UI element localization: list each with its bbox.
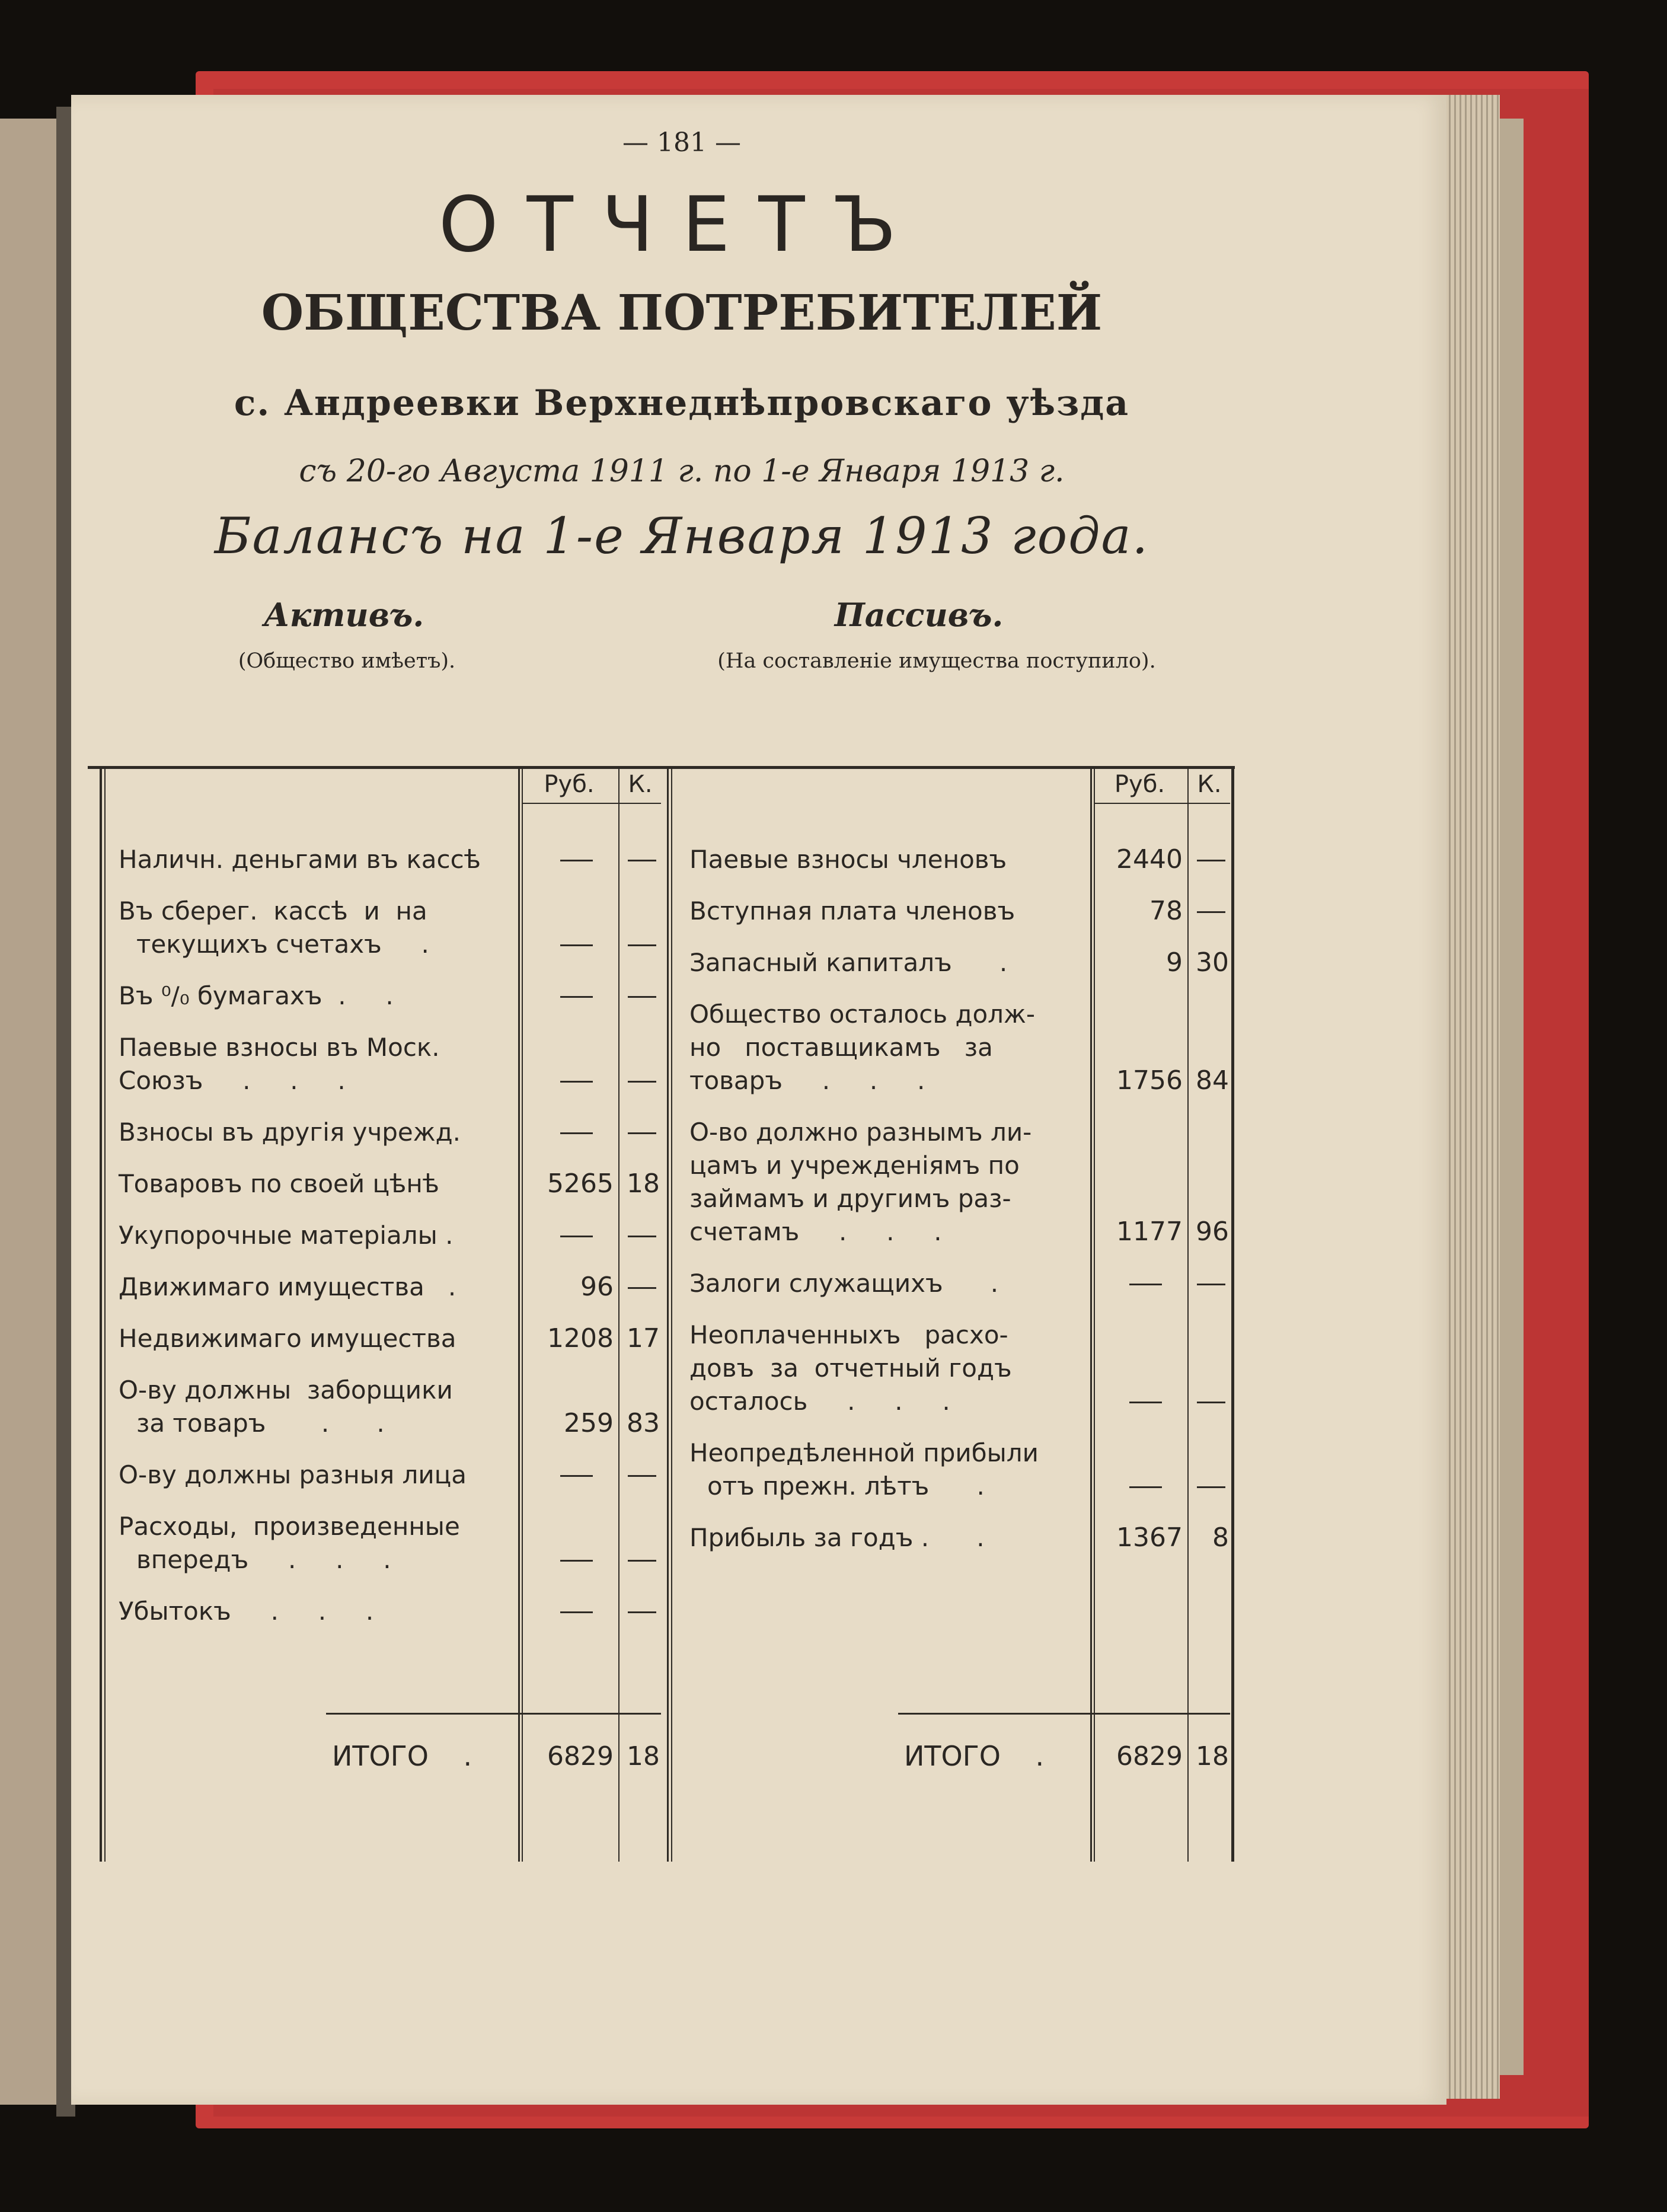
aktiv-row-label: Убытокъ . . . [119, 1597, 374, 1626]
aktiv-row-label: Паевые взносы въ Моск. [119, 1033, 440, 1062]
aktiv-row-label: текущихъ счетахъ . [136, 930, 429, 959]
passiv-row-rub [1129, 1474, 1162, 1505]
passiv-col-kop-header: К. [1197, 771, 1222, 798]
passiv-heading: Пассивъ. [834, 596, 1004, 634]
passiv-row-rub [1129, 1390, 1162, 1420]
passiv-rub-rule-a [1090, 766, 1092, 1862]
passiv-row-kop: 84 [1196, 1065, 1229, 1096]
aktiv-total-rub: 6829 [547, 1741, 614, 1771]
passiv-row-label: Запасный капиталъ . [689, 948, 1008, 977]
aktiv-total-label: ИТОГО . [332, 1740, 472, 1772]
passiv-row-label: Неопредѣленной прибыли [689, 1438, 1039, 1467]
aktiv-row-rub [560, 1548, 593, 1578]
aktiv-row-rub [560, 1069, 593, 1099]
aktiv-col-rub-header: Руб. [544, 771, 595, 798]
report-location: с. Андреевки Верхнеднѣпровскаго уѣзда [234, 382, 1130, 424]
report-period: съ 20-го Августа 1911 г. по 1-е Января 1913 г. [299, 454, 1065, 489]
passiv-row-kop [1197, 1272, 1225, 1302]
passiv-row-label: цамъ и учрежденіямъ по [689, 1151, 1020, 1180]
aktiv-row-kop [628, 1069, 656, 1099]
aktiv-row-kop [628, 1463, 656, 1493]
passiv-total-label: ИТОГО . [904, 1740, 1045, 1772]
passiv-row-rub: 1367 [1116, 1522, 1183, 1553]
aktiv-row-label: Наличн. деньгами въ кассѣ [119, 845, 481, 874]
aktiv-row-label: О-ву должны разныя лица [119, 1460, 467, 1489]
aktiv-row-rub [560, 1463, 593, 1493]
aktiv-row-rub [560, 984, 593, 1014]
aktiv-heading: Активъ. [263, 596, 424, 634]
aktiv-row-label: Товаровъ по своей цѣнѣ [119, 1169, 439, 1198]
passiv-total-rule [898, 1713, 1230, 1715]
passiv-row-rub [1129, 1272, 1162, 1302]
passiv-row-kop [1197, 899, 1225, 930]
passiv-subheading: (На составленіе имущества поступило). [717, 649, 1156, 673]
aktiv-row-kop: 83 [627, 1408, 660, 1438]
passiv-row-kop: 96 [1196, 1217, 1229, 1247]
report-title: ОТЧЕТЪ [438, 181, 925, 269]
passiv-row-label: счетамъ . . . [689, 1217, 942, 1246]
passiv-row-label: Неоплаченныхъ расхо- [689, 1320, 1008, 1349]
passiv-row-label: Общество осталось долж- [689, 1000, 1036, 1029]
passiv-row-rub: 2440 [1116, 844, 1183, 874]
passiv-row-label: отъ прежн. лѣтъ . [707, 1472, 985, 1501]
aktiv-row-rub [560, 1121, 593, 1151]
aktiv-total-rule [326, 1713, 661, 1715]
report-subtitle: ОБЩЕСТВА ПОТРЕБИТЕЛЕЙ [261, 285, 1103, 341]
passiv-row-label: Прибыль за годъ . . [689, 1523, 985, 1552]
passiv-row-label: Вступная плата членовъ [689, 896, 1015, 925]
aktiv-col-kop-header: К. [628, 771, 653, 798]
table-left-border-2 [104, 766, 106, 1862]
passiv-row-kop [1197, 1474, 1225, 1505]
aktiv-row-kop [628, 1600, 656, 1630]
aktiv-row-rub: 1208 [547, 1323, 614, 1354]
passiv-row-rub: 1177 [1116, 1217, 1183, 1247]
aktiv-row-label: Взносы въ другія учрежд. [119, 1118, 461, 1147]
passiv-kop-rule [1187, 766, 1189, 1862]
passiv-row-kop: 30 [1196, 947, 1229, 978]
aktiv-row-rub [560, 933, 593, 963]
aktiv-row-label: О-ву должны заборщики [119, 1375, 453, 1405]
passiv-row-label: займамъ и другимъ раз- [689, 1184, 1011, 1213]
passiv-row-kop: 8 [1212, 1522, 1229, 1553]
passiv-row-rub: 1756 [1116, 1065, 1183, 1096]
aktiv-row-kop [628, 1548, 656, 1578]
aktiv-row-label: Недвижимаго имущества [119, 1324, 456, 1353]
aktiv-row-kop [628, 1275, 656, 1306]
aktiv-row-label: Движимаго имущества . [119, 1272, 456, 1301]
table-right-border [1231, 766, 1234, 1862]
passiv-header-underline [1094, 803, 1230, 804]
page-edges-back [1500, 119, 1524, 2075]
aktiv-row-label: Въ ⁰/₀ бумагахъ . . [119, 981, 394, 1010]
table-left-border [100, 766, 102, 1862]
passiv-row-rub: 9 [1166, 947, 1183, 978]
aktiv-header-underline [522, 803, 661, 804]
passiv-row-label: Залоги служащихъ . [689, 1269, 999, 1298]
balance-title: Балансъ на 1-е Января 1913 года. [214, 507, 1149, 565]
aktiv-row-rub [560, 1224, 593, 1254]
passiv-row-rub: 78 [1149, 896, 1183, 926]
passiv-row-label: товаръ . . . [689, 1066, 925, 1095]
table-center-divider-2 [671, 766, 672, 1862]
aktiv-row-rub: 259 [564, 1408, 614, 1438]
aktiv-row-label: Расходы, произведенные [119, 1512, 460, 1541]
aktiv-row-rub [560, 1600, 593, 1630]
aktiv-row-rub [560, 848, 593, 878]
passiv-total-rub: 6829 [1116, 1741, 1183, 1771]
passiv-row-kop [1197, 1390, 1225, 1420]
passiv-row-kop [1197, 848, 1225, 878]
passiv-col-rub-header: Руб. [1114, 771, 1165, 798]
passiv-row-label: Паевые взносы членовъ [689, 845, 1007, 874]
aktiv-row-rub: 5265 [547, 1169, 614, 1199]
aktiv-row-label: впередъ . . . [136, 1545, 391, 1574]
aktiv-row-label: Укупорочные матеріалы . [119, 1221, 454, 1250]
passiv-rub-rule-b [1094, 766, 1095, 1862]
aktiv-subheading: (Общество имѣетъ). [238, 649, 456, 673]
aktiv-row-rub: 96 [580, 1272, 614, 1302]
aktiv-total-kop: 18 [627, 1741, 660, 1771]
aktiv-row-label: Въ сберег. кассѣ и на [119, 896, 427, 925]
aktiv-row-kop [628, 848, 656, 878]
passiv-row-label: осталось . . . [689, 1387, 950, 1416]
aktiv-row-kop [628, 1121, 656, 1151]
aktiv-row-kop: 17 [627, 1323, 660, 1354]
aktiv-row-label: за товаръ . . [136, 1409, 385, 1438]
passiv-row-label: О-во должно разнымъ ли- [689, 1118, 1032, 1147]
passiv-total-kop: 18 [1196, 1741, 1229, 1771]
aktiv-row-kop [628, 933, 656, 963]
table-top-rule [88, 766, 1235, 769]
passiv-row-label: довъ за отчетный годъ [689, 1354, 1012, 1383]
aktiv-row-label: Союзъ . . . [119, 1066, 346, 1095]
table-center-divider [667, 766, 669, 1862]
aktiv-kop-rule [618, 766, 619, 1862]
aktiv-row-kop: 18 [627, 1169, 660, 1199]
aktiv-row-kop [628, 984, 656, 1014]
passiv-row-label: но поставщикамъ за [689, 1033, 993, 1062]
aktiv-row-kop [628, 1224, 656, 1254]
page-number: — 181 — [622, 127, 741, 158]
